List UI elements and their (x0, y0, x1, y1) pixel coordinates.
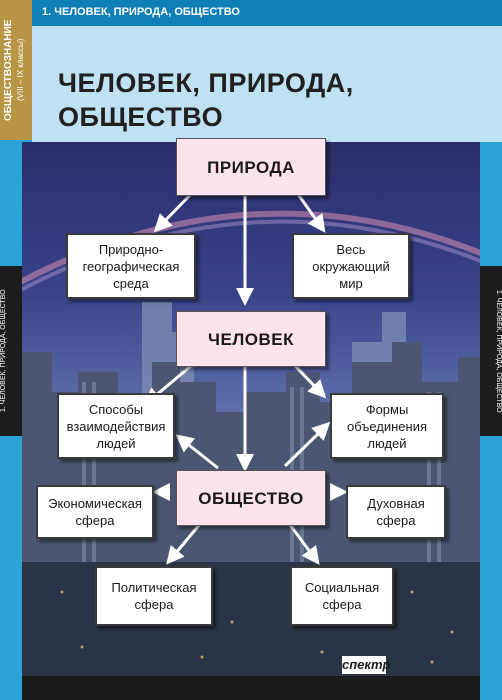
subject-name: ОБЩЕСТВОЗНАНИЕ (3, 19, 14, 121)
footer-bar (22, 676, 480, 700)
social-sphere-box: Социальная сфера (290, 566, 394, 626)
economic-sphere-box: Экономическая сфера (36, 485, 154, 539)
nature-box: ПРИРОДА (176, 138, 326, 196)
left-tab-label: 1. ЧЕЛОВЕК, ПРИРОДА, ОБЩЕСТВО (0, 289, 7, 413)
political-sphere-box: Политическая сфера (95, 566, 213, 626)
association-forms-box: Формы объединения людей (330, 393, 444, 459)
interaction-ways-box: Способы взаимодействия людей (57, 393, 175, 459)
spiritual-sphere-box: Духовная сфера (346, 485, 446, 539)
geo-environment-box: Природно- географическая среда (66, 233, 196, 299)
arrow-society-to-forms (285, 426, 326, 466)
society-box: ОБЩЕСТВО (176, 470, 326, 526)
subject-grades: (VIII – IX классы) (16, 38, 25, 102)
publisher-logo: спектр (342, 657, 391, 672)
arrow-society-to-interaction (180, 438, 218, 468)
whole-world-box: Весь окружающий мир (292, 233, 410, 299)
page-title: ЧЕЛОВЕК, ПРИРОДА, ОБЩЕСТВО (58, 68, 354, 132)
topic-label: 1. ЧЕЛОВЕК, ПРИРОДА, ОБЩЕСТВО (42, 6, 240, 18)
right-tab-label: 1. ЧЕЛОВЕК, ПРИРОДА, ОБЩЕСТВО (495, 289, 502, 413)
human-box: ЧЕЛОВЕК (176, 311, 326, 367)
